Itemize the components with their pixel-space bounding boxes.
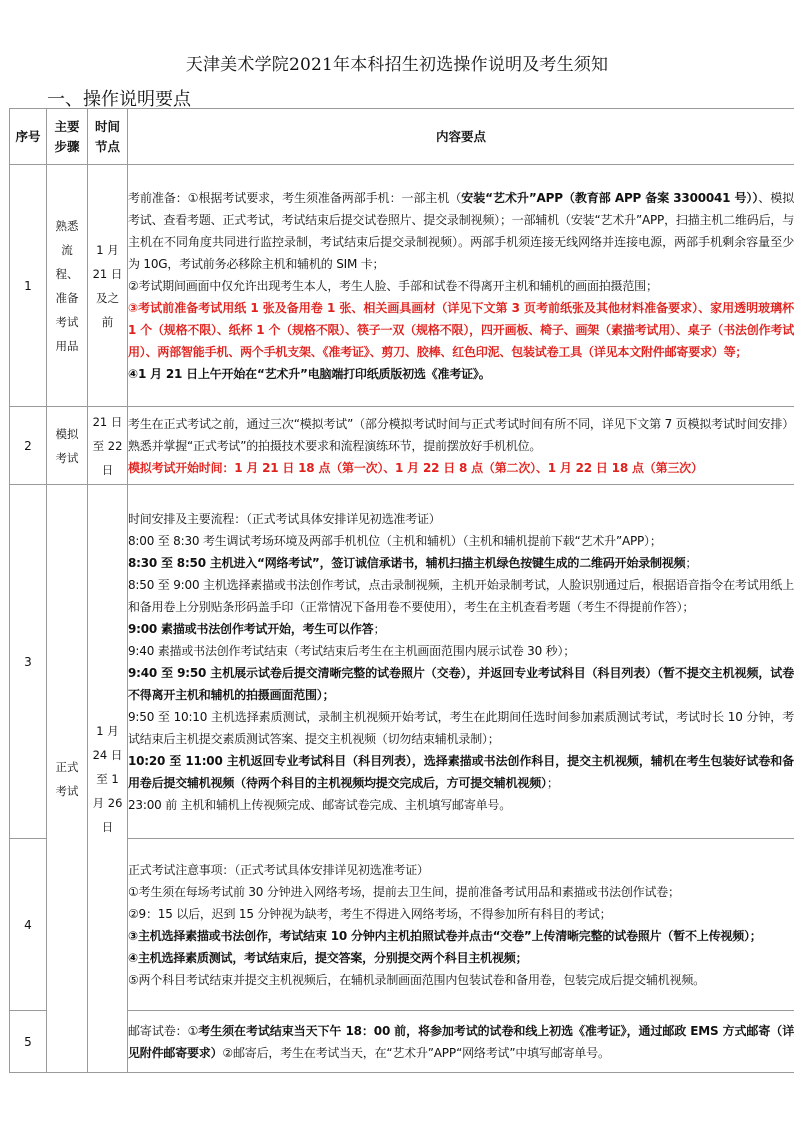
row-content: 考前准备：①根据考试要求，考生须准备两部手机：一部主机（安装“艺术升”APP（教育部 APP 备案 3300041 号））、模拟考试、查看考题、正式考试，考试结束后提交试卷照片、提交录制视频）；一部辅机（安装“艺术升”APP，扫描主机二维码后，与主机在不同角度共同进行监控录制，考试结束后提交录制视频）。两部手机须连接无线网络并连接电源，两部手机剩余容量至少为 10G，考试前务必移除主机和辅机的 SIM 卡； ②考试期间画面中仅允许出现考生本人，考生人脸、手部和试卷不得离开主机和辅机的画面拍摄范围； ③考试前准备考试用纸 1 张及备用卷 1 张、相关画具画材（详见下文第 3 页考前纸张及其他材料准备要求）、家用透明玻璃杯 1 个（规格不限）、纸杯 1 个（规格不限）、筷子一双（规格不限），四开画板、椅子、画架（素描考试用）、桌子（书法创作考试用）、两部智能手机、两个手机支架、《准考证》、剪刀、胶棒、红色印泥、包装试卷工具（详见本文附件邮寄要求）等； ④1 月 21 日上午开始在“艺术升”电脑端打印纸质版初选《准考证》。 [128,165,794,407]
row-step: 熟悉 流 程、 准备 考试 用品 [47,165,88,407]
table-row [10,407,794,485]
section-heading: 一、操作说明要点 [47,89,191,110]
row-time: 1 月 24 日 至 1 月 26 日 [88,485,128,1073]
document-title: 天津美术学院2021年本科招生初选操作说明及考生须知 [185,55,609,75]
row-content: 正式考试注意事项：（正式考试具体安排详见初选准考证） ①考生须在每场考试前 30 分钟进入网络考场，提前去卫生间，提前准备考试用品和素描或书法创作试卷； ②9：15 以后，迟到 15 分钟视为缺考，考生不得进入网络考场，不得参加所有科目的考试； ③主机选择素描或书法创作，考试结束 10 分钟内主机拍照试卷并点击“交卷”上传清晰完整的试卷照片（暂不上传视频）； ④主机选择素质测试，考试结束后，提交答案，分别提交两个科目主机视频； ⑤两个科目考试结束并提交主机视频后，在辅机录制画面范围内包装试卷和备用卷，包装完成后提交辅机视频。 [128,839,794,1011]
row-num: 1 [10,165,47,407]
row-time: 1 月 21 日 及之 前 [88,165,128,407]
row-content: 时间安排及主要流程：（正式考试具体安排详见初选准考证） 8:00 至 8:30 考生调试考场环境及两部手机机位（主机和辅机）（主机和辅机提前下载“艺术升”APP）； 8:30 至 8:50 主机进入“网络考试”，签订诚信承诺书，辅机扫描主机绿色按键生成的二维码开始录制视频； 8:50 至 9:00 主机选择素描或书法创作考试，点击录制视频，主机开始录制考试，人脸识别通过后，根据语音指令在考试用纸上和备用卷上分别贴条形码盖手印（正常情况下备用卷不要使用），考生在主机查看考题（考生不得提前作答）； 9:00 素描或书法创作考试开始，考生可以作答； 9:40 素描或书法创作考试结束（考试结束后考生在主机画面范围内展示试卷 30 秒）； 9:40 至 9:50 主机展示试卷后提交清晰完整的试卷照片（交卷），并返回专业考试科目（科目列表）（暂不提交主机视频，试卷不得离开主机和辅机的拍摄画面范围）； 9:50 至 10:10 主机选择素质测试，录制主机视频开始考试，考生在此期间任选时间参加素质测试考试，考试时长 10 分钟，考试结束后主机提交素质测试答案、提交主机视频（切勿结束辅机录制）； 10:20 至 11:00 主机返回专业考试科目（科目列表），选择素描或书法创作科目，提交主机视频，辅机在考生包装好试卷和备用卷后提交辅机视频（待两个科目的主机视频均提交完成后，方可提交辅机视频）； 23:00 前 主机和辅机上传视频完成、邮寄试卷完成、主机填写邮寄单号。 [128,485,794,839]
table-header-row [10,109,794,165]
mock-exam-times: 模拟考试开始时间：1 月 21 日 18 点（第一次）、1 月 22 日 8 点（第二次）、1 月 22 日 18 点（第三次） [128,460,703,475]
table-row [10,165,794,407]
header-step: 主要步骤 [47,109,88,165]
row-time: 21 日 至 22 日 [88,407,128,485]
row-step: 模拟 考试 [47,407,88,485]
instructions-table [9,108,794,1073]
table-row [10,1011,794,1073]
row-num: 4 [10,839,47,1011]
header-time: 时间节点 [88,109,128,165]
table-row [10,485,794,839]
header-content: 内容要点 [128,109,794,165]
table-row [10,839,794,1011]
required-materials-note: ③考试前准备考试用纸 1 张及备用卷 1 张、相关画具画材（详见下文第 3 页考前纸张及其他材料准备要求）、家用透明玻璃杯 1 个（规格不限）、纸杯 1 个（规格不限）、筷子一双（规格不限），四开画板、椅子、画架（素描考试用）、桌子（书法创作考试用）、两部智能手机、两个手机支架、《准考证》、剪刀、胶棒、红色印泥、包装试卷工具（详见本文附件邮寄要求）等； [128,300,794,359]
header-num: 序号 [10,109,47,165]
row-step: 正式 考试 [47,485,88,1073]
row-num: 5 [10,1011,47,1073]
row-content: 考生在正式考试之前，通过三次“模拟考试”（部分模拟考试时间与正式考试时间有所不同，详见下文第 7 页模拟考试时间安排）熟悉并掌握“正式考试”的拍摄技术要求和流程演练环节，提前摆放好手机机位。 模拟考试开始时间：1 月 21 日 18 点（第一次）、1 月 22 日 8 点（第二次）、1 月 22 日 18 点（第三次） [128,407,794,485]
row-num: 2 [10,407,47,485]
row-num: 3 [10,485,47,839]
row-content: 邮寄试卷：①考生须在考试结束当天下午 18：00 前，将参加考试的试卷和线上初选《准考证》，通过邮政 EMS 方式邮寄（详见附件邮寄要求）②邮寄后，考生在考试当天，在“艺术升”APP“网络考试”中填写邮寄单号。 [128,1011,794,1073]
